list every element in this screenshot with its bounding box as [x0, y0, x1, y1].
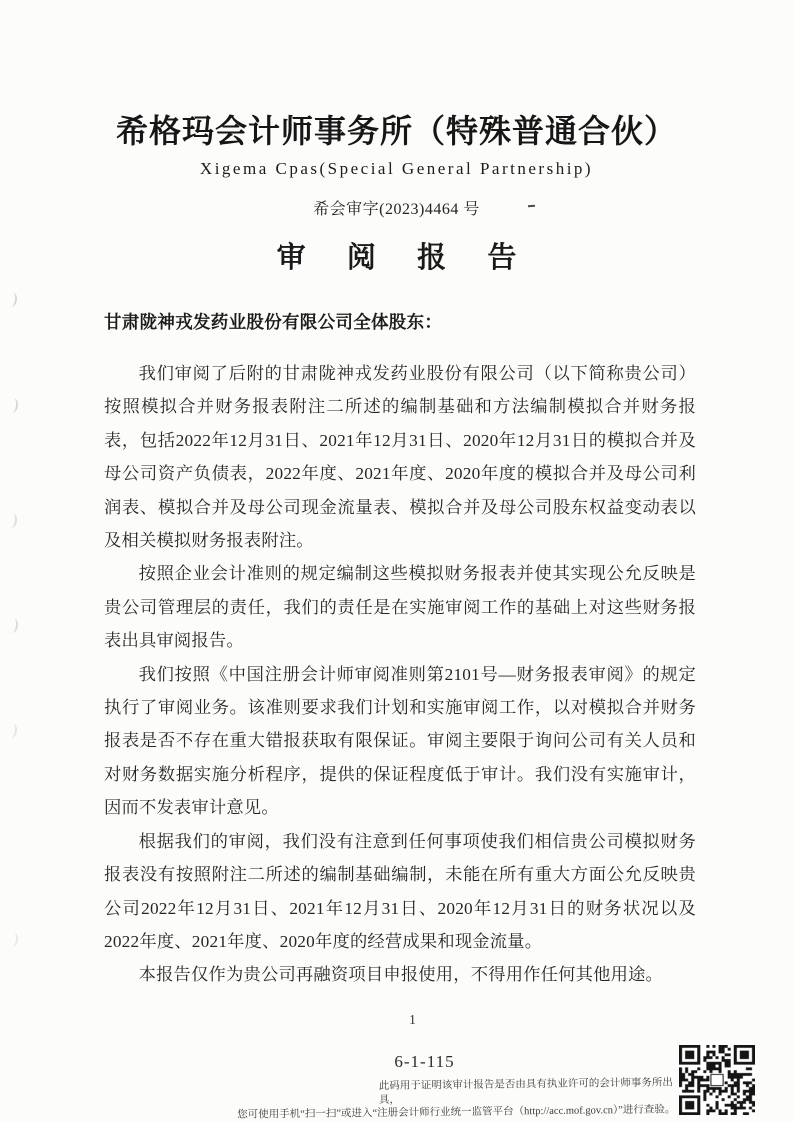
page-number: 1 — [409, 1012, 416, 1027]
scan-artifact — [6, 931, 19, 947]
report-title: 审 阅 报 告 — [276, 242, 534, 274]
report-body — [104, 357, 696, 992]
firm-name-english: Xigema Cpas(Special General Partnership) — [199, 159, 594, 178]
verification-qr-code — [679, 1045, 755, 1115]
paragraph-conclusion: 根据我们的审阅，我们没有注意到任何事项使我们相信贵公司模拟财务报表没有按照附注二所述的编制基础编制，未能在所有重大方面公允反映贵公司2022年12月31日、2021年12月31日、2020年12月31日的财务状况以及2022年度、2021年度、2020年度的经营成果和现金流量。 — [104, 831, 696, 951]
scan-artifact — [5, 722, 18, 738]
scan-artifact — [6, 617, 19, 633]
qr-code-container — [679, 1045, 755, 1115]
firm-name-chinese: 希格玛会计师事务所（特殊普通合伙） — [115, 113, 677, 149]
verification-note-line2: 您可使用手机“扫一扫”或进入“注册会计师行业统一监管平台（http://acc.mof.gov.cn）”进行查验。 — [237, 1104, 676, 1121]
salutation: 甘肃陇神戎发药业股份有限公司全体股东： — [104, 312, 443, 332]
scan-artifact — [6, 397, 19, 413]
verification-note-line1: 此码用于证明该审计报告是否由具有执业许可的会计师事务所出具， — [378, 1077, 673, 1106]
verification-note — [237, 1076, 689, 1122]
document-number: 希会审字(2023)4464 号 — [313, 201, 480, 218]
letterhead — [0, 106, 793, 219]
scan-artifact — [5, 291, 18, 307]
paragraph-scope: 我们审阅了后附的甘肃陇神戎发药业股份有限公司（以下简称贵公司）按照模拟合并财务报表附注二所述的编制基础和方法编制模拟合并财务报表，包括2022年12月31日、2021年12月31日、2020年12月31日的模拟合并及母公司资产负债表，2022年度、2021年度、2020年度的模拟合并及母公司利润表、模拟合并及母公司现金流量表、模拟合并及母公司股东权益变动表以及相关模拟财务报表附注。 — [104, 364, 696, 551]
paragraph-usage-restriction: 本报告仅作为贵公司再融资项目申报使用，不得用作任何其他用途。 — [138, 965, 664, 985]
paragraph-standards: 我们按照《中国注册会计师审阅准则第2101号—财务报表审阅》的规定执行了审阅业务。该准则要求我们计划和实施审阅工作，以对模拟合并财务报表是否不存在重大错报获取有限保证。审阅主要限于询问公司有关人员和对财务数据实施分析程序，提供的保证程度低于审计。我们没有实施审计，因而不发表审计意见。 — [104, 664, 696, 818]
scan-artifact — [5, 512, 18, 528]
document-code: 6-1-115 — [394, 1052, 455, 1071]
paragraph-responsibility: 按照企业会计准则的规定编制这些模拟财务报表并使其实现公允反映是贵公司管理层的责任，我们的责任是在实施审阅工作的基础上对这些财务报表出具审阅报告。 — [104, 564, 696, 651]
